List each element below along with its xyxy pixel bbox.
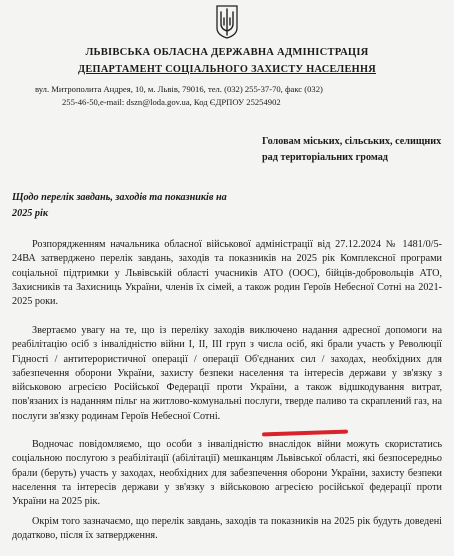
address-line-1: вул. Митрополита Андрея, 10, м. Львів, 79016, тел. (032) 255-37-70, факс (032) (35, 84, 323, 94)
address-line-2: 255-46-50,e-mail: dszn@loda.gov.ua, Код ЄДРПОУ 25254902 (62, 97, 281, 107)
paragraph-1: Розпорядженням начальника обласної військової адміністрації від 27.12.2024 № 1481/0/5-24ВА затверджено перелік завдань, заходів та показників на 2025 рік Комплексної програми соціальної підтримки у Львівській області учасників АТО (ООС), бійців-добровольців АТО, Захисників та Захисниць України, членів їх сімей, а також родин Героїв Небесної Сотні на 2021- 2025 роки. (12, 239, 442, 308)
subject-line: Щодо перелік завдань, заходів та показників на 2025 рік (12, 192, 227, 219)
paragraph-2: Звертаємо увагу на те, що із переліку заходів виключено надання адресної допомоги на реабілітацію осіб з інвалідністю війни І, ІІ, ІІІ груп з числа осіб, які брали участь у Революції Гідності / антитерористичної операції / операції Об'єднаних сил / заходах, необхідних для забезпечення оборони України, захисту безпеки населення та інтересів держави у зв'язку з військовою агресією Російської Федерації проти України, а також відшкодування витрат, пов'язаних із наданням пільг на житлово-комунальні послуги, тверде паливо та скраплений газ, на послуги зв'язку родинам Героїв Небесної Сотні. (12, 325, 442, 422)
recipient-block: Головам міських, сільських, селищних рад територіальних громад (262, 136, 442, 163)
department-name: ДЕПАРТАМЕНТ СОЦІАЛЬНОГО ЗАХИСТУ НАСЕЛЕННЯ (77, 64, 377, 75)
red-highlight-underline (262, 430, 348, 437)
administration-name: ЛЬВІВСЬКА ОБЛАСНА ДЕРЖАВНА АДМІНІСТРАЦІЯ (85, 47, 369, 58)
trident-icon (214, 4, 240, 40)
paragraph-4: Окрім того зазначаємо, що перелік завдань, заходів та показників на 2025 рік будуть доведені додатково, після їх затвердження. (12, 516, 442, 542)
paragraph-3: Водночас повідомляємо, що особи з інвалідністю внаслідок війни можуть скористатись соціальною послугою з реабілітації (абілітації) мешканцям Львівської області, які безпосередньо брали (беруть) участь у заходах, необхідних для забезпечення оборони України, захисту безпеки населення та інтересів держави у зв'язку з військовою агресією російської федерації проти України на 2025 рік. (12, 439, 442, 508)
